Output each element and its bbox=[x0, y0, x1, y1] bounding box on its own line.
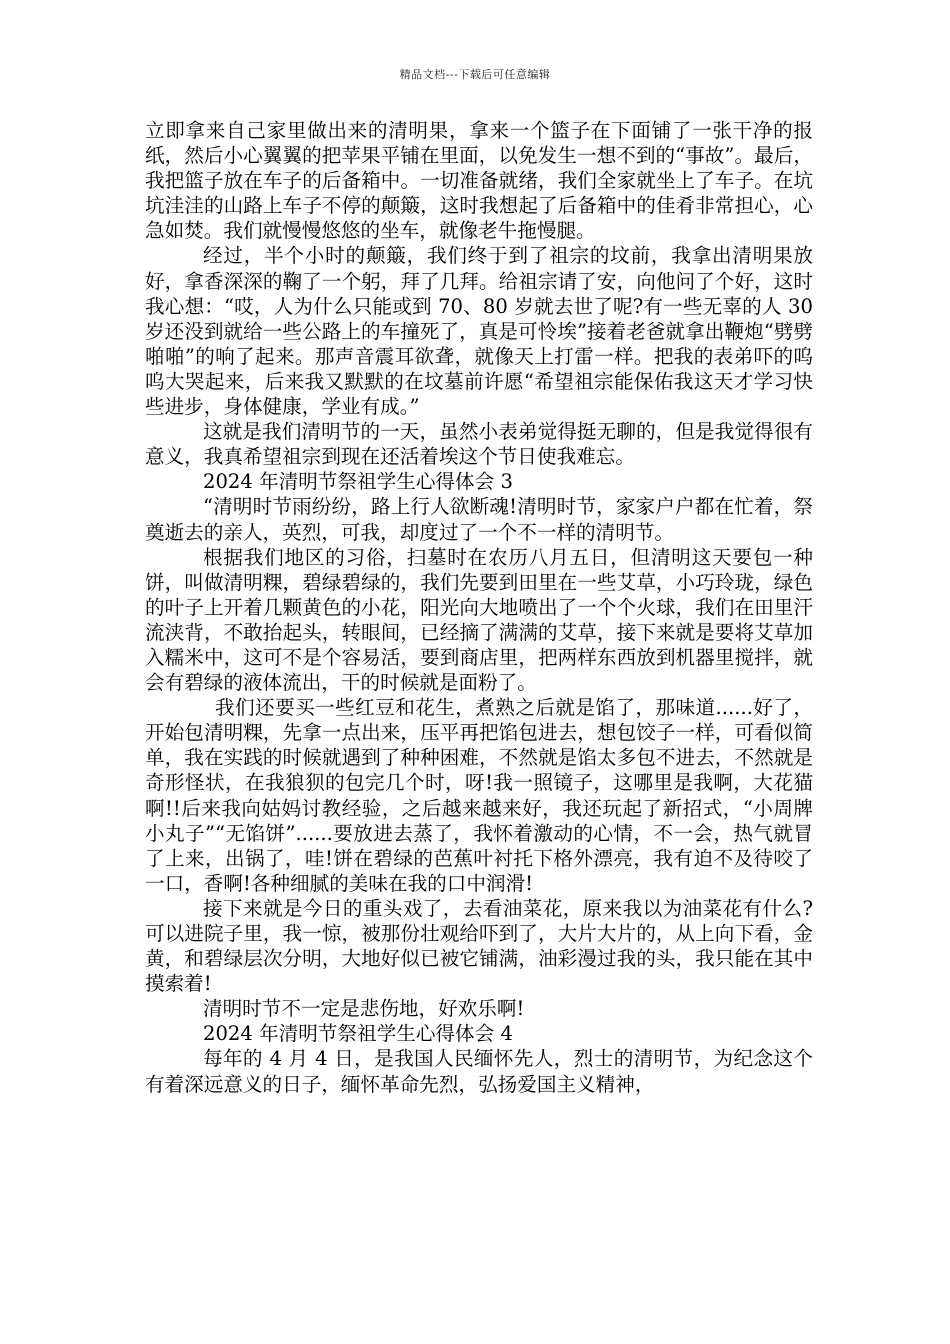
paragraph-7: 接下来就是今日的重头戏了，去看油菜花，原来我以为油菜花有什么?可以进院子里，我一惊，被那份壮观给吓到了，大片大片的，从上向下看，金黄，和碧绿层次分明，大地好似已被它铺满，油彩漫过我的头，我只能在其中摸索着! bbox=[145, 896, 813, 996]
paragraph-5: 根据我们地区的习俗，扫墓时在农历八月五日，但清明这天要包一种饼，叫做清明粿，碧绿碧绿的，我们先要到田里在一些艾草，小巧玲珑，绿色的叶子上开着几颗黄色的小花，阳光向大地喷出了一个个火球，我们在田里汗流浃背，不敢抬起头，转眼间，已经摘了满满的艾草，接下来就是要将艾草加入糯米中，这可不是个容易活，要到商店里，把两样东西放到机器里搅拌，就会有碧绿的液体流出，干的时候就是面粉了。 bbox=[145, 545, 813, 695]
section-heading-4: 2024 年清明节祭祖学生心得体会 4 bbox=[203, 1022, 513, 1046]
paragraph-8: 清明时节不一定是悲伤地，好欢乐啊! bbox=[203, 997, 525, 1021]
paragraph-9: 每年的 4 月 4 日，是我国人民缅怀先人，烈士的清明节，为纪念这个有着深远意义的日子，缅怀革命先烈，弘扬爱国主义精神， bbox=[145, 1047, 813, 1096]
paragraph-2: 经过，半个小时的颠簸，我们终于到了祖宗的坟前，我拿出清明果放好，拿香深深的鞠了一个躬，拜了几拜。给祖宗请了安，向他问了个好，这时我心想：“哎，人为什么只能或到 70、80 岁就去世了呢?有一些无辜的人 30 岁还没到就给一些公路上的车撞死了，真是可怜埃”接着老爸就拿出鞭炮“劈劈啪啪”的响了起来。那声音震耳欲聋，就像天上打雷一样。把我的表弟吓的呜呜大哭起来，后来我又默默的在坟墓前许愿“希望祖宗能保佑我这天才学习快些进步，身体健康，学业有成。” bbox=[145, 244, 813, 419]
paragraph-3: 这就是我们清明节的一天，虽然小表弟觉得挺无聊的，但是我觉得很有意义，我真希望祖宗到现在还活着埃这个节日使我难忘。 bbox=[145, 420, 813, 469]
paragraph-6: 我们还要买一些红豆和花生，煮熟之后就是馅了，那味道......好了，开始包清明粿，先拿一点出来，压平再把馅包进去，想包饺子一样，可看似简单，我在实践的时候就遇到了种种困难，不然就是馅太多包不进去，不然就是奇形怪状，在我狼狈的包完几个时，呀!我一照镜子，这哪里是我啊，大花猫啊!!后来我向姑妈讨教经验，之后越来越来好，我还玩起了新招式，“小周牌小丸子”“无馅饼”......要放进去蒸了，我怀着激动的心情，不一会，热气就冒了上来，出锅了，哇!饼在碧绿的芭蕉叶衬托下格外漂亮，我有迫不及待咬了一口，香啊!各种细腻的美味在我的口中润滑! bbox=[145, 696, 813, 895]
section-heading-3: 2024 年清明节祭祖学生心得体会 3 bbox=[203, 470, 513, 494]
paragraph-4: “清明时节雨纷纷，路上行人欲断魂!清明时节，家家户户都在忙着，祭奠逝去的亲人，英烈，可我，却度过了一个不一样的清明节。 bbox=[145, 495, 813, 544]
document-body bbox=[145, 118, 813, 1097]
page-header: 精品文档---下载后可任意编辑 bbox=[399, 68, 551, 81]
paragraph-1: 立即拿来自己家里做出来的清明果，拿来一个篮子在下面铺了一张干净的报纸，然后小心翼翼的把苹果平铺在里面，以免发生一想不到的“事故”。最后，我把篮子放在车子的后备箱中。一切准备就绪，我们全家就坐上了车子。在坑坑洼洼的山路上车子不停的颠簸，这时我想起了后备箱中的佳肴非常担心，心急如焚。我们就慢慢悠悠的坐车，就像老牛拖慢腿。 bbox=[145, 119, 813, 243]
